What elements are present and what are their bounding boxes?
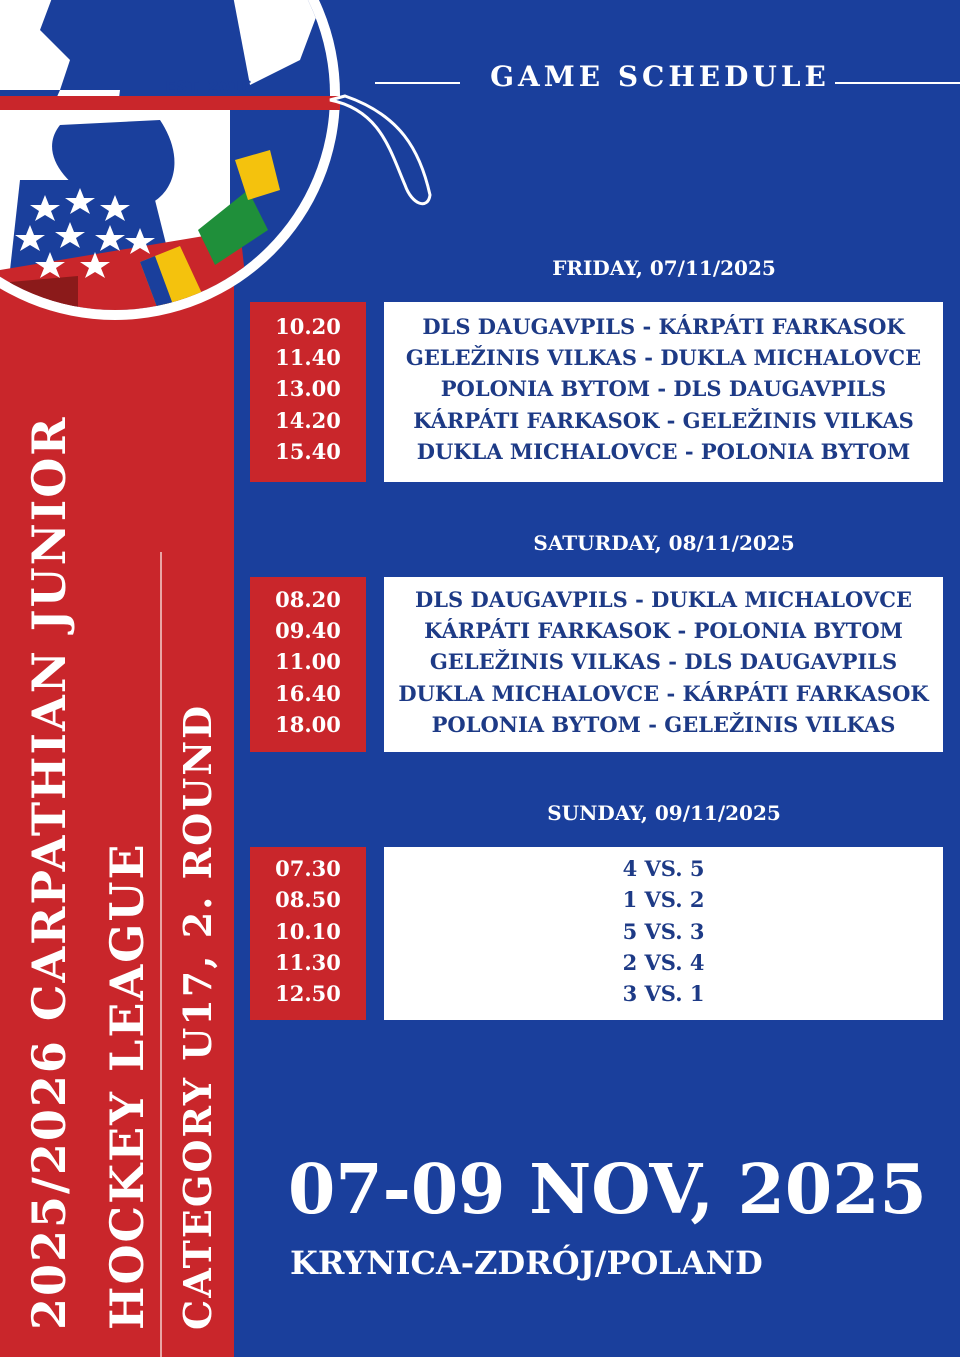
logo-est-text: EST. 2016 bbox=[165, 77, 253, 96]
logo-arc-text: GUE bbox=[261, 8, 306, 66]
game-match: GELEŽINIS VILKAS - DUKLA MICHALOVCE bbox=[405, 345, 922, 370]
game-time: 15.40 bbox=[275, 439, 341, 464]
game-time: 13.00 bbox=[275, 376, 341, 401]
game-time: 11.30 bbox=[275, 950, 341, 975]
game-time: 10.10 bbox=[275, 919, 341, 944]
day-title-saturday: SATURDAY, 08/11/2025 bbox=[533, 531, 795, 555]
game-match: 3 VS. 1 bbox=[622, 981, 705, 1006]
hockey-stick-blade bbox=[330, 96, 430, 204]
header bbox=[360, 60, 960, 100]
league-title-line1: 2025/2026 CARPATHIAN JUNIOR bbox=[22, 415, 76, 1330]
game-match: 2 VS. 4 bbox=[622, 950, 705, 975]
game-match: POLONIA BYTOM - GELEŽINIS VILKAS bbox=[431, 712, 896, 737]
game-time: 11.00 bbox=[275, 649, 341, 674]
game-match: DLS DAUGAVPILS - DUKLA MICHALOVCE bbox=[415, 587, 912, 612]
game-time: 07.30 bbox=[275, 856, 341, 881]
day-title-friday: FRIDAY, 07/11/2025 bbox=[552, 256, 776, 280]
game-match: POLONIA BYTOM - DLS DAUGAVPILS bbox=[440, 376, 887, 401]
game-match: DUKLA MICHALOVCE - POLONIA BYTOM bbox=[416, 439, 911, 464]
times-friday bbox=[250, 302, 366, 482]
game-match: DLS DAUGAVPILS - KÁRPÁTI FARKASOK bbox=[422, 314, 905, 339]
event-date: 07-09 NOV, 2025 bbox=[288, 1150, 927, 1230]
game-time: 12.50 bbox=[275, 981, 341, 1006]
game-match: 5 VS. 3 bbox=[622, 919, 705, 944]
matches-sunday bbox=[384, 847, 943, 1020]
matches-friday bbox=[384, 302, 943, 482]
game-match: 4 VS. 5 bbox=[622, 856, 705, 881]
sidebar-divider bbox=[160, 552, 162, 1357]
game-time: 11.40 bbox=[275, 345, 341, 370]
game-match: DUKLA MICHALOVCE - KÁRPÁTI FARKASOK bbox=[398, 681, 929, 706]
game-time: 08.20 bbox=[275, 587, 341, 612]
game-match: KÁRPÁTI FARKASOK - POLONIA BYTOM bbox=[424, 618, 903, 643]
category-round: CATEGORY U17, 2. ROUND bbox=[175, 703, 220, 1330]
game-match: KÁRPÁTI FARKASOK - GELEŽINIS VILKAS bbox=[413, 408, 914, 433]
times-saturday bbox=[250, 577, 366, 752]
league-logo bbox=[0, 0, 440, 340]
event-location: KRYNICA-ZDRÓJ/POLAND bbox=[290, 1244, 763, 1282]
day-title-sunday: SUNDAY, 09/11/2025 bbox=[547, 801, 781, 825]
game-match: GELEŽINIS VILKAS - DLS DAUGAVPILS bbox=[429, 649, 898, 674]
game-match: 1 VS. 2 bbox=[622, 887, 705, 912]
hockey-stick-band bbox=[0, 96, 340, 110]
game-time: 14.20 bbox=[275, 408, 341, 433]
game-time: 16.40 bbox=[275, 681, 341, 706]
game-time: 09.40 bbox=[275, 618, 341, 643]
times-sunday bbox=[250, 847, 366, 1020]
game-time: 08.50 bbox=[275, 887, 341, 912]
game-time: 18.00 bbox=[275, 712, 341, 737]
league-title-line2: HOCKEY LEAGUE bbox=[100, 842, 154, 1330]
page-title: GAME SCHEDULE bbox=[490, 60, 830, 93]
game-time: 10.20 bbox=[275, 314, 341, 339]
matches-saturday bbox=[384, 577, 943, 752]
header-line-right bbox=[835, 82, 960, 84]
